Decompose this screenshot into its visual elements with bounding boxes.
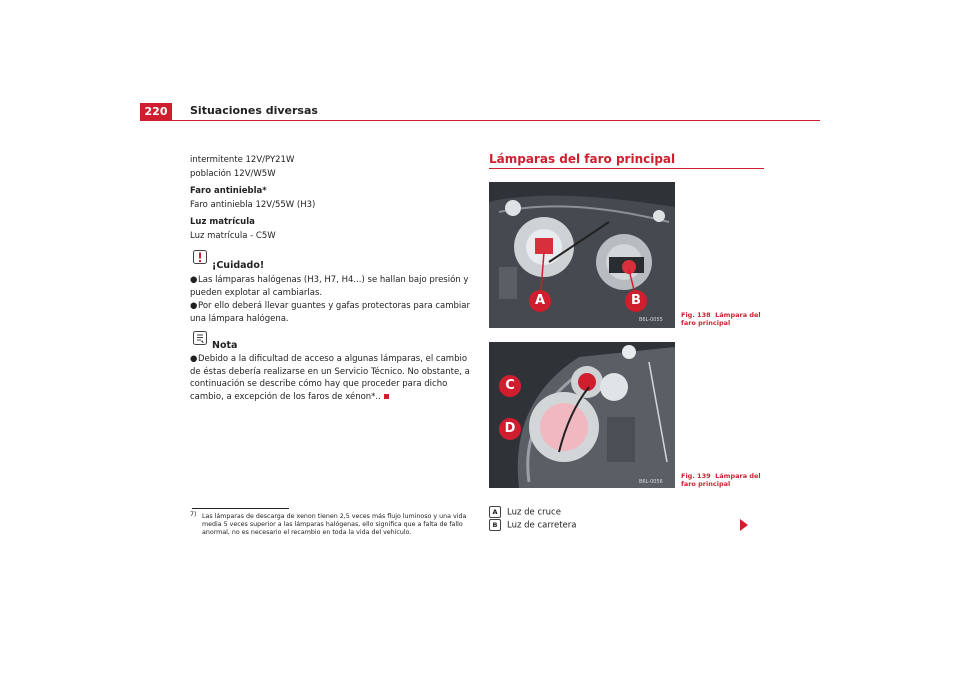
headlamp-illustration-2	[489, 342, 675, 488]
legend-text-b: Luz de carretera	[507, 520, 577, 531]
legend-badge-a: A	[489, 506, 501, 518]
caution-bullet-1-text: Las lámparas halógenas (H3, H7, H4...) se hallan bajo presión y pueden explotar al cambiarlas.	[190, 275, 469, 298]
note-bullet-text: Debido a la dificultad de acceso a algunas lámparas, el cambio de éstas debería realizarse en un Servicio Técnico. No obstante, a continuación se describe cómo hay que proceder para dicho cambio, a excepción de los faros de xénon*..	[190, 354, 470, 402]
note-bullet: ●Debido a la dificultad de acceso a algunas lámparas, el cambio de éstas debería realizarse en un Servicio Técnico. No obstante, a continuación se describe cómo hay que proceder para dicho cambio, a excepción de los faros de xénon*..	[190, 354, 470, 402]
footnote-marker: 7)	[190, 511, 197, 518]
callout-a: A	[529, 290, 551, 312]
end-marker	[384, 394, 389, 399]
figure-code-1: B6L-0055	[639, 317, 663, 323]
plate-text: Luz matrícula - C5W	[190, 231, 276, 241]
header-rule	[140, 120, 820, 121]
figure-139	[489, 342, 675, 488]
callout-d: D	[499, 418, 521, 440]
figure-139-caption-text: Lámpara del faro principal	[681, 472, 761, 488]
right-section-title: Lámparas del faro principal	[489, 152, 676, 166]
legend-badge-b: B	[489, 519, 501, 531]
note-title: Nota	[212, 340, 238, 351]
right-title-rule	[489, 168, 764, 169]
caution-bullet-2-text: Por ello deberá llevar guantes y gafas protectoras para cambiar una lámpara halógena.	[190, 301, 470, 324]
next-page-arrow-icon[interactable]	[740, 519, 748, 531]
note-icon	[193, 330, 207, 344]
callout-c: C	[499, 375, 521, 397]
bulb-line-poblacion: población 12V/W5W	[190, 169, 276, 179]
figure-139-caption	[681, 472, 771, 488]
headlamp-illustration-1	[489, 182, 675, 328]
figure-code-2: B6L-0056	[639, 479, 663, 485]
caution-bullet-2: ●Por ello deberá llevar guantes y gafas protectoras para cambiar una lámpara halógena.	[190, 301, 470, 324]
heading-plate: Luz matrícula	[190, 217, 255, 227]
caution-title: ¡Cuidado!	[212, 260, 265, 271]
bulb-line-intermitente: intermitente 12V/PY21W	[190, 155, 295, 165]
legend-item-a	[489, 506, 561, 519]
legend-item-b	[489, 519, 577, 532]
caution-bullet-1: ●Las lámparas halógenas (H3, H7, H4...) se hallan bajo presión y pueden explotar al cambiarlas.	[190, 275, 469, 298]
legend-text-a: Luz de cruce	[507, 507, 561, 518]
callout-b: B	[625, 290, 647, 312]
section-title: Situaciones diversas	[190, 104, 318, 117]
page-number: 220	[140, 103, 172, 120]
figure-138	[489, 182, 675, 328]
fog-text: Faro antiniebla 12V/55W (H3)	[190, 200, 316, 210]
figure-139-label: Fig. 139	[681, 472, 711, 480]
heading-fog: Faro antiniebla*	[190, 186, 267, 196]
figure-138-label: Fig. 138	[681, 311, 711, 319]
figure-138-caption	[681, 311, 771, 327]
warning-icon	[193, 249, 207, 263]
footnote-rule	[192, 508, 289, 509]
figure-138-caption-text: Lámpara del faro principal	[681, 311, 761, 327]
footnote-text: Las lámparas de descarga de xenon tienen 2,5 veces más flujo luminoso y una vida media 5 veces superior a las lámparas halógenas, ello significa que a falta de fallo anormal, no es necesario el recambio en toda la vida del vehículo.	[202, 513, 467, 536]
